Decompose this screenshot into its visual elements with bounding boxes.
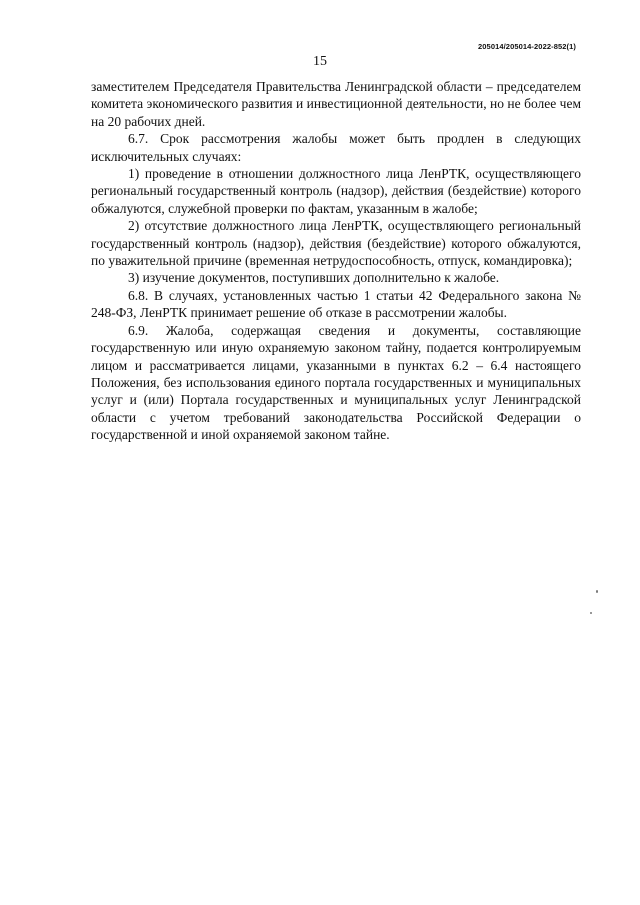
- document-id: 205014/205014-2022-852(1): [478, 42, 576, 51]
- scan-speck: [596, 590, 598, 593]
- paragraph-6-7: 6.7. Срок рассмотрения жалобы может быть продлен в следующих исключительных случаях:: [91, 131, 581, 164]
- paragraph-6-9: 6.9. Жалоба, содержащая сведения и документы, составляющие государственную или иную охраняемую законом тайну, подается контролируемым лицом и рассматривается лицами, указанными в пунктах 6.2 – 6.4 настоящего Положения, без использования единого портала государственных и муниципальных услуг и (или) Портала государственных и муниципальных услуг Ленинградской области с учетом требований законодательства Российской Федерации о государственной и иной охраняемой законом тайне.: [91, 322, 581, 443]
- paragraph-continuation: заместителем Председателя Правительства Ленинградской области – председателем комитета экономического развития и инвестиционной деятельности, но не более чем на 20 рабочих дней.: [91, 79, 581, 129]
- scan-speck: [590, 612, 592, 614]
- list-item-2: 2) отсутствие должностного лица ЛенРТК, осуществляющего региональный государственный контроль (надзор), действия (бездействие) которого обжалуются, по уважительной причине (временная нетрудоспособность, отпуск, командировка);: [91, 218, 581, 269]
- list-item-3: 3) изучение документов, поступивших дополнительно к жалобе.: [128, 270, 500, 286]
- page-number: 15: [313, 54, 327, 69]
- paragraph-6-8: 6.8. В случаях, установленных частью 1 статьи 42 Федерального закона № 248-ФЗ, ЛенРТК принимает решение об отказе в рассмотрении жалобы.: [91, 287, 581, 321]
- list-item-1: 1) проведение в отношении должностного лица ЛенРТК, осуществляющего региональный государственный контроль (надзор), действия (бездействие) которого обжалуются, служебной проверки по фактам, указанным в жалобе;: [91, 166, 581, 216]
- document-body: [91, 78, 581, 444]
